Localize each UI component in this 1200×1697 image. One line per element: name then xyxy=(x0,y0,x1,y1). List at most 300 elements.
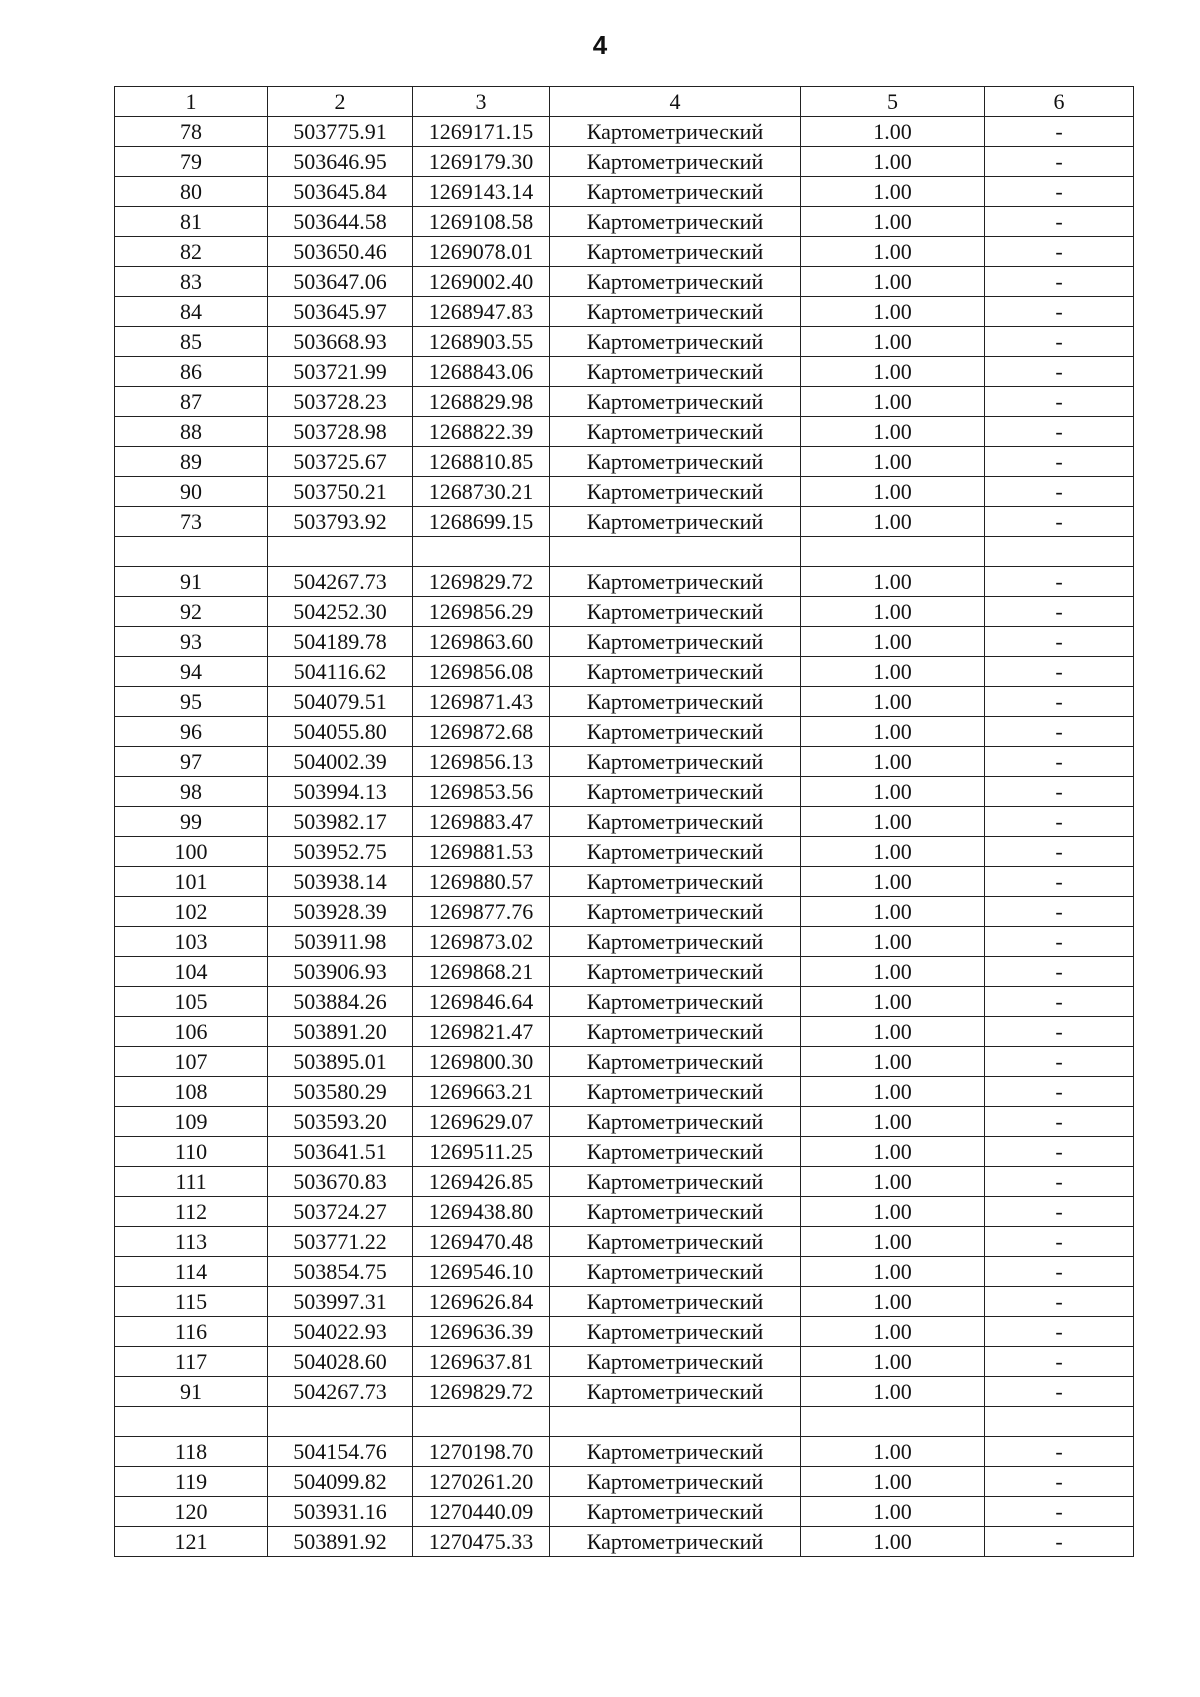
cell-y-coordinate: 1270198.70 xyxy=(413,1437,550,1467)
cell-y-coordinate: 1269637.81 xyxy=(413,1347,550,1377)
cell-accuracy: 1.00 xyxy=(801,1527,985,1557)
cell-accuracy: 1.00 xyxy=(801,717,985,747)
cell-y-coordinate: 1269636.39 xyxy=(413,1317,550,1347)
cell-accuracy: 1.00 xyxy=(801,837,985,867)
cell-note: - xyxy=(985,897,1134,927)
cell-method: Картометрический xyxy=(550,1227,801,1257)
cell-note: - xyxy=(985,777,1134,807)
table-row xyxy=(115,1317,1134,1347)
cell-point-number: 83 xyxy=(115,267,268,297)
cell-y-coordinate: 1269856.13 xyxy=(413,747,550,777)
cell-note: - xyxy=(985,1227,1134,1257)
cell-point-number: 119 xyxy=(115,1467,268,1497)
cell-method: Картометрический xyxy=(550,1287,801,1317)
cell-accuracy: 1.00 xyxy=(801,417,985,447)
cell-accuracy: 1.00 xyxy=(801,1437,985,1467)
cell-accuracy: 1.00 xyxy=(801,1107,985,1137)
cell-x-coordinate: 503668.93 xyxy=(268,327,413,357)
cell-x-coordinate: 504028.60 xyxy=(268,1347,413,1377)
cell-y-coordinate: 1268730.21 xyxy=(413,477,550,507)
cell-accuracy: 1.00 xyxy=(801,657,985,687)
cell-accuracy: 1.00 xyxy=(801,567,985,597)
cell-note: - xyxy=(985,1167,1134,1197)
cell-note: - xyxy=(985,1467,1134,1497)
cell-point-number: 98 xyxy=(115,777,268,807)
cell-point-number: 114 xyxy=(115,1257,268,1287)
cell-y-coordinate xyxy=(413,537,550,567)
cell-accuracy: 1.00 xyxy=(801,237,985,267)
cell-method: Картометрический xyxy=(550,657,801,687)
cell-accuracy: 1.00 xyxy=(801,1137,985,1167)
table-row xyxy=(115,357,1134,387)
table-row xyxy=(115,1527,1134,1557)
cell-point-number: 120 xyxy=(115,1497,268,1527)
cell-accuracy: 1.00 xyxy=(801,597,985,627)
cell-method xyxy=(550,1407,801,1437)
cell-method: Картометрический xyxy=(550,1467,801,1497)
cell-point-number: 94 xyxy=(115,657,268,687)
table-row xyxy=(115,957,1134,987)
cell-note: - xyxy=(985,1017,1134,1047)
cell-y-coordinate: 1268699.15 xyxy=(413,507,550,537)
cell-y-coordinate: 1269883.47 xyxy=(413,807,550,837)
cell-y-coordinate: 1269470.48 xyxy=(413,1227,550,1257)
cell-y-coordinate: 1269829.72 xyxy=(413,567,550,597)
cell-accuracy: 1.00 xyxy=(801,1047,985,1077)
cell-method: Картометрический xyxy=(550,327,801,357)
cell-point-number: 107 xyxy=(115,1047,268,1077)
cell-x-coordinate: 503750.21 xyxy=(268,477,413,507)
cell-note: - xyxy=(985,687,1134,717)
cell-point-number: 96 xyxy=(115,717,268,747)
cell-point-number: 92 xyxy=(115,597,268,627)
cell-y-coordinate: 1268810.85 xyxy=(413,447,550,477)
table-row xyxy=(115,627,1134,657)
cell-note xyxy=(985,537,1134,567)
table-row xyxy=(115,717,1134,747)
cell-accuracy: 1.00 xyxy=(801,777,985,807)
cell-y-coordinate: 1269877.76 xyxy=(413,897,550,927)
table-row xyxy=(115,177,1134,207)
table-row xyxy=(115,327,1134,357)
cell-x-coordinate: 503854.75 xyxy=(268,1257,413,1287)
cell-method: Картометрический xyxy=(550,717,801,747)
cell-y-coordinate: 1269853.56 xyxy=(413,777,550,807)
cell-point-number: 112 xyxy=(115,1197,268,1227)
cell-y-coordinate: 1269868.21 xyxy=(413,957,550,987)
cell-point-number: 103 xyxy=(115,927,268,957)
cell-y-coordinate: 1268829.98 xyxy=(413,387,550,417)
cell-x-coordinate: 503646.95 xyxy=(268,147,413,177)
cell-y-coordinate: 1268843.06 xyxy=(413,357,550,387)
cell-accuracy: 1.00 xyxy=(801,957,985,987)
table-row xyxy=(115,297,1134,327)
cell-x-coordinate: 504116.62 xyxy=(268,657,413,687)
table-row xyxy=(115,1107,1134,1137)
cell-point-number: 91 xyxy=(115,567,268,597)
cell-point-number: 85 xyxy=(115,327,268,357)
cell-note: - xyxy=(985,417,1134,447)
cell-y-coordinate: 1269143.14 xyxy=(413,177,550,207)
cell-method: Картометрический xyxy=(550,777,801,807)
cell-point-number: 99 xyxy=(115,807,268,837)
cell-point-number: 80 xyxy=(115,177,268,207)
cell-accuracy: 1.00 xyxy=(801,387,985,417)
cell-y-coordinate: 1270261.20 xyxy=(413,1467,550,1497)
table-row xyxy=(115,1197,1134,1227)
cell-note: - xyxy=(985,627,1134,657)
cell-x-coordinate: 503891.20 xyxy=(268,1017,413,1047)
cell-x-coordinate: 503771.22 xyxy=(268,1227,413,1257)
cell-method: Картометрический xyxy=(550,927,801,957)
cell-point-number: 88 xyxy=(115,417,268,447)
cell-accuracy: 1.00 xyxy=(801,357,985,387)
cell-accuracy: 1.00 xyxy=(801,1017,985,1047)
table-row xyxy=(115,1047,1134,1077)
cell-note: - xyxy=(985,597,1134,627)
cell-point-number: 121 xyxy=(115,1527,268,1557)
cell-point-number: 89 xyxy=(115,447,268,477)
cell-accuracy: 1.00 xyxy=(801,687,985,717)
cell-accuracy: 1.00 xyxy=(801,1257,985,1287)
cell-point-number: 105 xyxy=(115,987,268,1017)
cell-note: - xyxy=(985,927,1134,957)
cell-x-coordinate: 503931.16 xyxy=(268,1497,413,1527)
cell-note: - xyxy=(985,957,1134,987)
cell-accuracy: 1.00 xyxy=(801,147,985,177)
cell-method: Картометрический xyxy=(550,987,801,1017)
cell-x-coordinate: 503906.93 xyxy=(268,957,413,987)
cell-x-coordinate: 503645.97 xyxy=(268,297,413,327)
cell-y-coordinate: 1269856.29 xyxy=(413,597,550,627)
cell-y-coordinate: 1269626.84 xyxy=(413,1287,550,1317)
cell-y-coordinate: 1269880.57 xyxy=(413,867,550,897)
cell-point-number: 97 xyxy=(115,747,268,777)
cell-x-coordinate: 503650.46 xyxy=(268,237,413,267)
cell-x-coordinate: 503891.92 xyxy=(268,1527,413,1557)
column-header-2: 2 xyxy=(268,87,413,117)
cell-y-coordinate: 1269846.64 xyxy=(413,987,550,1017)
cell-point-number: 86 xyxy=(115,357,268,387)
cell-accuracy: 1.00 xyxy=(801,987,985,1017)
cell-y-coordinate: 1268947.83 xyxy=(413,297,550,327)
column-header-3: 3 xyxy=(413,87,550,117)
cell-method: Картометрический xyxy=(550,447,801,477)
cell-point-number: 117 xyxy=(115,1347,268,1377)
cell-x-coordinate: 504079.51 xyxy=(268,687,413,717)
cell-point-number: 118 xyxy=(115,1437,268,1467)
cell-x-coordinate: 504154.76 xyxy=(268,1437,413,1467)
cell-accuracy: 1.00 xyxy=(801,1077,985,1107)
column-header-6: 6 xyxy=(985,87,1134,117)
cell-x-coordinate: 504002.39 xyxy=(268,747,413,777)
cell-x-coordinate: 503775.91 xyxy=(268,117,413,147)
cell-method: Картометрический xyxy=(550,207,801,237)
cell-x-coordinate: 503884.26 xyxy=(268,987,413,1017)
cell-note: - xyxy=(985,1107,1134,1137)
table-body xyxy=(115,117,1134,1557)
cell-x-coordinate: 503641.51 xyxy=(268,1137,413,1167)
cell-method: Картометрический xyxy=(550,1077,801,1107)
cell-method: Картометрический xyxy=(550,147,801,177)
table-row xyxy=(115,687,1134,717)
cell-y-coordinate: 1269800.30 xyxy=(413,1047,550,1077)
cell-method: Картометрический xyxy=(550,507,801,537)
table-row xyxy=(115,147,1134,177)
table-row xyxy=(115,987,1134,1017)
cell-note: - xyxy=(985,1437,1134,1467)
table-row xyxy=(115,1437,1134,1467)
cell-method: Картометрический xyxy=(550,477,801,507)
cell-y-coordinate: 1269171.15 xyxy=(413,117,550,147)
cell-accuracy: 1.00 xyxy=(801,1347,985,1377)
table-row xyxy=(115,1377,1134,1407)
table-row xyxy=(115,117,1134,147)
table-row xyxy=(115,207,1134,237)
cell-note: - xyxy=(985,1047,1134,1077)
cell-method: Картометрический xyxy=(550,417,801,447)
cell-x-coordinate: 503997.31 xyxy=(268,1287,413,1317)
table-header xyxy=(115,87,1134,117)
cell-x-coordinate: 504189.78 xyxy=(268,627,413,657)
cell-point-number: 106 xyxy=(115,1017,268,1047)
cell-x-coordinate: 503793.92 xyxy=(268,507,413,537)
cell-x-coordinate: 504099.82 xyxy=(268,1467,413,1497)
cell-y-coordinate: 1269873.02 xyxy=(413,927,550,957)
table-row xyxy=(115,1257,1134,1287)
cell-point-number: 78 xyxy=(115,117,268,147)
table-row xyxy=(115,657,1134,687)
cell-accuracy: 1.00 xyxy=(801,1167,985,1197)
cell-y-coordinate: 1269663.21 xyxy=(413,1077,550,1107)
cell-y-coordinate: 1269871.43 xyxy=(413,687,550,717)
cell-note: - xyxy=(985,297,1134,327)
cell-accuracy: 1.00 xyxy=(801,1497,985,1527)
cell-y-coordinate: 1269863.60 xyxy=(413,627,550,657)
cell-x-coordinate: 503728.98 xyxy=(268,417,413,447)
cell-x-coordinate: 504267.73 xyxy=(268,1377,413,1407)
cell-accuracy: 1.00 xyxy=(801,747,985,777)
table-row xyxy=(115,747,1134,777)
cell-x-coordinate: 503645.84 xyxy=(268,177,413,207)
table-row xyxy=(115,1167,1134,1197)
cell-accuracy: 1.00 xyxy=(801,1287,985,1317)
cell-accuracy: 1.00 xyxy=(801,267,985,297)
cell-y-coordinate: 1268822.39 xyxy=(413,417,550,447)
cell-note: - xyxy=(985,1287,1134,1317)
cell-accuracy: 1.00 xyxy=(801,477,985,507)
cell-method: Картометрический xyxy=(550,1047,801,1077)
cell-accuracy: 1.00 xyxy=(801,117,985,147)
cell-method: Картометрический xyxy=(550,567,801,597)
cell-y-coordinate: 1269438.80 xyxy=(413,1197,550,1227)
cell-y-coordinate: 1269078.01 xyxy=(413,237,550,267)
table-row xyxy=(115,597,1134,627)
cell-method: Картометрический xyxy=(550,1437,801,1467)
cell-x-coordinate: 503670.83 xyxy=(268,1167,413,1197)
table-row xyxy=(115,1347,1134,1377)
cell-point-number: 109 xyxy=(115,1107,268,1137)
cell-point-number: 82 xyxy=(115,237,268,267)
cell-accuracy: 1.00 xyxy=(801,627,985,657)
cell-note: - xyxy=(985,657,1134,687)
cell-method: Картометрический xyxy=(550,1377,801,1407)
cell-point-number: 90 xyxy=(115,477,268,507)
table-row xyxy=(115,507,1134,537)
cell-point-number: 111 xyxy=(115,1167,268,1197)
cell-x-coordinate: 503895.01 xyxy=(268,1047,413,1077)
cell-accuracy: 1.00 xyxy=(801,207,985,237)
cell-y-coordinate: 1269856.08 xyxy=(413,657,550,687)
table-row xyxy=(115,1287,1134,1317)
table-row xyxy=(115,1467,1134,1497)
cell-note: - xyxy=(985,1197,1134,1227)
cell-accuracy: 1.00 xyxy=(801,807,985,837)
cell-method: Картометрический xyxy=(550,1137,801,1167)
table-row xyxy=(115,417,1134,447)
cell-note: - xyxy=(985,387,1134,417)
cell-y-coordinate: 1269829.72 xyxy=(413,1377,550,1407)
cell-accuracy: 1.00 xyxy=(801,867,985,897)
cell-x-coordinate: 503593.20 xyxy=(268,1107,413,1137)
cell-accuracy: 1.00 xyxy=(801,1377,985,1407)
cell-point-number xyxy=(115,1407,268,1437)
cell-y-coordinate: 1270475.33 xyxy=(413,1527,550,1557)
cell-point-number: 113 xyxy=(115,1227,268,1257)
cell-x-coordinate: 503928.39 xyxy=(268,897,413,927)
cell-x-coordinate: 503952.75 xyxy=(268,837,413,867)
cell-accuracy: 1.00 xyxy=(801,327,985,357)
cell-note: - xyxy=(985,447,1134,477)
cell-x-coordinate xyxy=(268,537,413,567)
cell-y-coordinate: 1269821.47 xyxy=(413,1017,550,1047)
cell-x-coordinate xyxy=(268,1407,413,1437)
cell-x-coordinate: 504055.80 xyxy=(268,717,413,747)
cell-point-number: 104 xyxy=(115,957,268,987)
cell-x-coordinate: 503994.13 xyxy=(268,777,413,807)
cell-note: - xyxy=(985,507,1134,537)
cell-method: Картометрический xyxy=(550,627,801,657)
cell-x-coordinate: 504267.73 xyxy=(268,567,413,597)
cell-method: Картометрический xyxy=(550,1017,801,1047)
cell-method: Картометрический xyxy=(550,1347,801,1377)
cell-x-coordinate: 503728.23 xyxy=(268,387,413,417)
cell-x-coordinate: 503725.67 xyxy=(268,447,413,477)
cell-note: - xyxy=(985,567,1134,597)
cell-note: - xyxy=(985,177,1134,207)
cell-method: Картометрический xyxy=(550,1167,801,1197)
table-row xyxy=(115,897,1134,927)
cell-point-number: 84 xyxy=(115,297,268,327)
cell-method: Картометрический xyxy=(550,687,801,717)
table-row xyxy=(115,1137,1134,1167)
cell-method: Картометрический xyxy=(550,1257,801,1287)
cell-y-coordinate: 1269002.40 xyxy=(413,267,550,297)
cell-method: Картометрический xyxy=(550,1197,801,1227)
cell-y-coordinate: 1269511.25 xyxy=(413,1137,550,1167)
cell-accuracy: 1.00 xyxy=(801,897,985,927)
cell-note: - xyxy=(985,717,1134,747)
cell-point-number: 110 xyxy=(115,1137,268,1167)
cell-point-number xyxy=(115,537,268,567)
cell-y-coordinate: 1269881.53 xyxy=(413,837,550,867)
cell-accuracy: 1.00 xyxy=(801,507,985,537)
cell-x-coordinate: 503580.29 xyxy=(268,1077,413,1107)
cell-y-coordinate: 1269546.10 xyxy=(413,1257,550,1287)
header-row xyxy=(115,87,1134,117)
cell-point-number: 81 xyxy=(115,207,268,237)
table-row xyxy=(115,567,1134,597)
cell-point-number: 73 xyxy=(115,507,268,537)
table-row xyxy=(115,777,1134,807)
table-row xyxy=(115,477,1134,507)
table-row xyxy=(115,237,1134,267)
cell-method: Картометрический xyxy=(550,1497,801,1527)
table-row xyxy=(115,837,1134,867)
cell-note: - xyxy=(985,1077,1134,1107)
cell-note: - xyxy=(985,1137,1134,1167)
table-row xyxy=(115,1407,1134,1437)
cell-note: - xyxy=(985,747,1134,777)
cell-note: - xyxy=(985,477,1134,507)
cell-accuracy: 1.00 xyxy=(801,1317,985,1347)
cell-method: Картометрический xyxy=(550,747,801,777)
cell-method: Картометрический xyxy=(550,267,801,297)
cell-method: Картометрический xyxy=(550,387,801,417)
cell-accuracy: 1.00 xyxy=(801,1467,985,1497)
cell-note: - xyxy=(985,837,1134,867)
cell-point-number: 102 xyxy=(115,897,268,927)
cell-method: Картометрический xyxy=(550,1527,801,1557)
coordinates-table xyxy=(114,86,1134,1557)
cell-note: - xyxy=(985,267,1134,297)
column-header-4: 4 xyxy=(550,87,801,117)
table-row xyxy=(115,537,1134,567)
column-header-1: 1 xyxy=(115,87,268,117)
cell-method: Картометрический xyxy=(550,957,801,987)
cell-x-coordinate: 504022.93 xyxy=(268,1317,413,1347)
cell-method: Картометрический xyxy=(550,1317,801,1347)
cell-x-coordinate: 504252.30 xyxy=(268,597,413,627)
cell-point-number: 116 xyxy=(115,1317,268,1347)
cell-accuracy: 1.00 xyxy=(801,177,985,207)
cell-method: Картометрический xyxy=(550,357,801,387)
cell-y-coordinate xyxy=(413,1407,550,1437)
cell-method: Картометрический xyxy=(550,117,801,147)
cell-note: - xyxy=(985,357,1134,387)
cell-y-coordinate: 1268903.55 xyxy=(413,327,550,357)
cell-x-coordinate: 503724.27 xyxy=(268,1197,413,1227)
cell-point-number: 87 xyxy=(115,387,268,417)
cell-x-coordinate: 503911.98 xyxy=(268,927,413,957)
cell-y-coordinate: 1270440.09 xyxy=(413,1497,550,1527)
cell-note: - xyxy=(985,1347,1134,1377)
cell-point-number: 101 xyxy=(115,867,268,897)
cell-accuracy xyxy=(801,1407,985,1437)
cell-x-coordinate: 503982.17 xyxy=(268,807,413,837)
cell-note: - xyxy=(985,807,1134,837)
cell-accuracy: 1.00 xyxy=(801,1197,985,1227)
cell-y-coordinate: 1269629.07 xyxy=(413,1107,550,1137)
cell-note: - xyxy=(985,207,1134,237)
cell-point-number: 100 xyxy=(115,837,268,867)
cell-method: Картометрический xyxy=(550,867,801,897)
cell-method: Картометрический xyxy=(550,1107,801,1137)
cell-note: - xyxy=(985,1257,1134,1287)
cell-y-coordinate: 1269179.30 xyxy=(413,147,550,177)
table-row xyxy=(115,1017,1134,1047)
cell-x-coordinate: 503721.99 xyxy=(268,357,413,387)
